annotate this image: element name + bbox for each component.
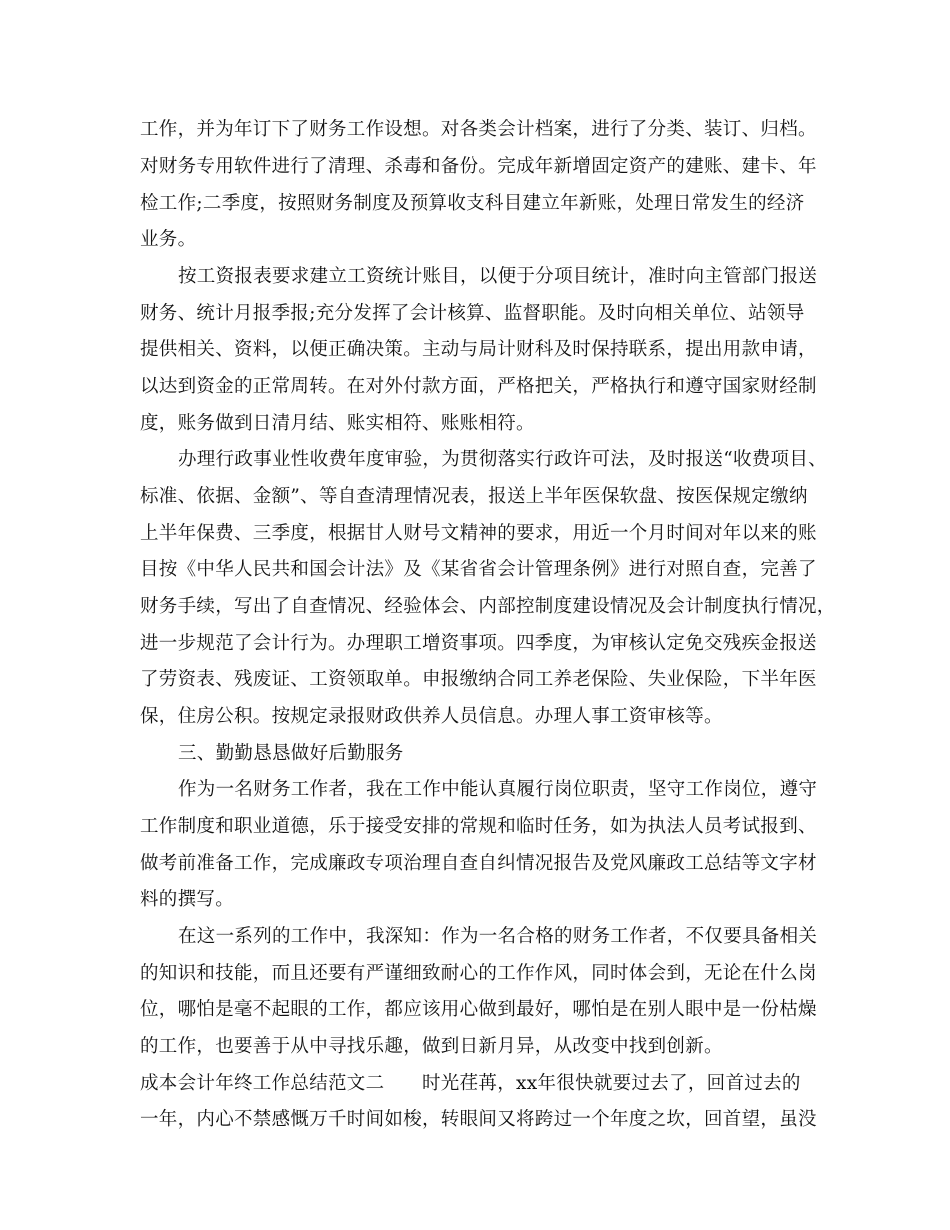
text-line: 料的撰写。 (140, 889, 235, 910)
section-heading: 三、勤勤恳恳做好后勤服务 (178, 743, 404, 764)
paragraph-first-line: 在这一系列的工作中，我深知：作为一名合格的财务工作者，不仅要具备相关 (178, 926, 818, 947)
text-line: 财务手续，写出了自查情况、经验体会、内部控制度建设情况及会计制度执行情况， (140, 596, 836, 617)
text-line: 成本会计年终工作总结范文二 时光荏苒，xx年很快就要过去了，回首过去的 (140, 1073, 801, 1094)
text-line: 工作制度和职业道德，乐于接受安排的常规和临时任务，如为执法人员考试报到、 (140, 816, 817, 837)
text-line: 上半年保费、三季度，根据甘人财号文精神的要求，用近一个月时间对年以来的账 (140, 523, 817, 544)
text-line: 检工作;二季度，按照财务制度及预算收支科目建立年新账，处理日常发生的经济 (140, 193, 805, 214)
text-line: 对财务专用软件进行了清理、杀毒和备份。完成年新增固定资产的建账、建卡、年 (140, 156, 817, 177)
text-line: 业务。 (140, 229, 197, 250)
text-line: 了劳资表、残废证、工资领取单。申报缴纳合同工养老保险、失业保险，下半年医 (140, 669, 817, 690)
text-line: 做考前准备工作，完成廉政专项治理自查自纠情况报告及党风廉政工总结等文字材 (140, 853, 817, 874)
text-line: 位，哪怕是毫不起眼的工作，都应该用心做到最好，哪怕是在别人眼中是一份枯燥 (140, 999, 817, 1020)
text-line: 保，住房公积。按规定录报财政供养人员信息。办理人事工资审核等。 (140, 706, 723, 727)
text-line: 进一步规范了会计行为。办理职工增资事项。四季度，为审核认定免交残疾金报送 (140, 633, 817, 654)
text-line: 以达到资金的正常周转。在对外付款方面，严格把关，严格执行和遵守国家财经制 (140, 376, 817, 397)
text-line: 提供相关、资料，以便正确决策。主动与局计财科及时保持联系，提出用款申请， (140, 339, 817, 360)
paragraph-first-line: 作为一名财务工作者，我在工作中能认真履行岗位职责，坚守工作岗位，遵守 (178, 779, 818, 800)
text-line: 财务、统计月报季报;充分发挥了会计核算、监督职能。及时向相关单位、站领导 (140, 303, 805, 324)
text-line: 工作，并为年订下了财务工作设想。对各类会计档案，进行了分类、装订、归档。 (140, 119, 817, 140)
text-line: 度，账务做到日清月结、账实相符、账账相符。 (140, 413, 535, 434)
text-line: 一年，内心不禁感慨万千时间如梭，转眼间又将跨过一个年度之坎，回首望，虽没 (140, 1109, 817, 1130)
paragraph-first-line: 办理行政事业性收费年度审验，为贯彻落实行政许可法，及时报送“收费项目、 (178, 449, 827, 470)
text-line: 目按《中华人民共和国会计法》及《某省省会计管理条例》进行对照自查，完善了 (140, 559, 817, 580)
paragraph-first-line: 按工资报表要求建立工资统计账目，以便于分项目统计，准时向主管部门报送 (178, 266, 818, 287)
text-line: 的知识和技能，而且还要有严谨细致耐心的工作作风，同时体会到，无论在什么岗 (140, 963, 817, 984)
text-line: 标准、依据、金额”、等自查清理情况表，报送上半年医保软盘、按医保规定缴纳 (140, 486, 808, 507)
text-line: 的工作，也要善于从中寻找乐趣，做到日新月异，从改变中找到创新。 (140, 1036, 723, 1057)
